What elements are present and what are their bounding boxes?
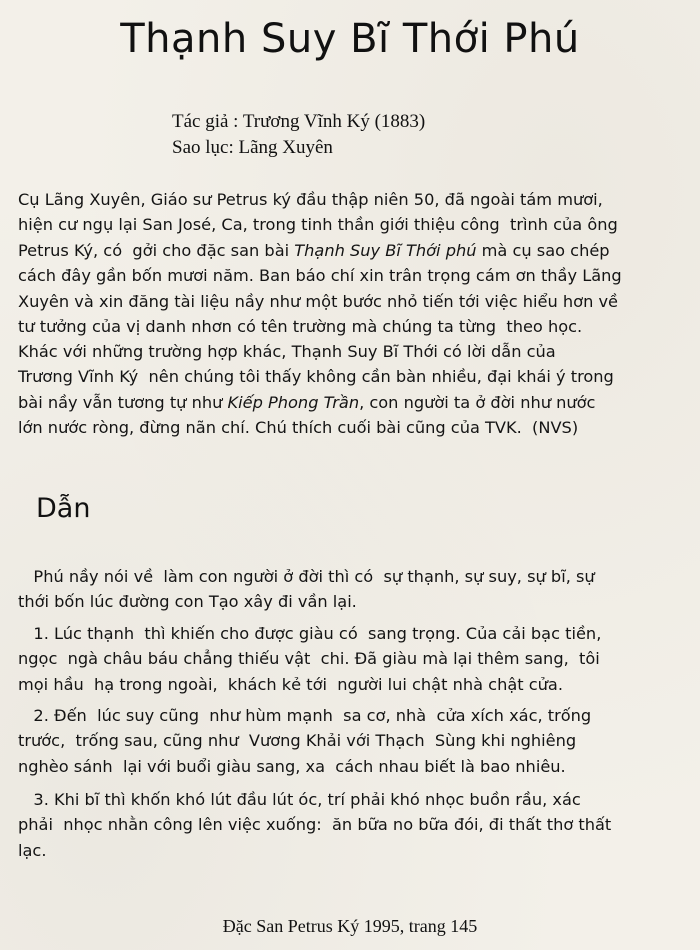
- italic-title: Thạnh Suy Bĩ Thới phú: [294, 240, 477, 260]
- text-line: [18, 238, 684, 263]
- text-line: 1. Lúc thạnh thì khiến cho được giàu có sang trọng. Của cải bạc tiền,: [18, 624, 602, 643]
- text-line: 2. Đến lúc suy cũng như hùm mạnh sa cơ, nhà cửa xích xác, trống: [18, 706, 592, 725]
- text-line: 3. Khi bĩ thì khốn khó lút đầu lút óc, trí phải khó nhọc buồn rầu, xác: [18, 790, 581, 809]
- section-paragraph-2: [18, 703, 684, 779]
- text-line: phải nhọc nhằn công lên việc xuống: ăn bữa no bữa đói, đi thất thơ thất: [18, 815, 612, 835]
- text-line: nghèo sánh lại với buổi giàu sang, xa cách nhau biết là bao nhiêu.: [18, 756, 566, 776]
- text-line: thới bốn lúc đường con Tạo xây đi vần lại.: [18, 592, 357, 612]
- text-line: Cụ Lãng Xuyên, Giáo sư Petrus ký đầu thập niên 50, đã ngoài tám mươi,: [18, 190, 603, 209]
- text-segment: mà cụ sao chép: [476, 240, 610, 260]
- text-line: Trương Vĩnh Ký nên chúng tôi thấy không cần bàn nhiều, đại khái ý trong: [18, 367, 614, 387]
- text-line: hiện cư ngụ lại San José, Ca, trong tinh thần giới thiệu công trình của ông: [18, 215, 618, 235]
- section-paragraph-intro: [18, 564, 684, 615]
- intro-paragraph-1: [18, 187, 684, 339]
- text-segment: , con người ta ở đời như nước: [359, 392, 596, 412]
- text-line: Phú nầy nói về làm con người ở đời thì có sự thạnh, sự suy, sự bĩ, sự: [18, 567, 595, 586]
- italic-title: Kiếp Phong Trần: [227, 392, 360, 412]
- text-line: ngọc ngà châu báu chẳng thiếu vật chi. Đã giàu mà lại thêm sang, tôi: [18, 649, 600, 669]
- page-footer: Đặc San Petrus Ký 1995, trang 145: [222, 916, 478, 936]
- document-title: Thạnh Suy Bĩ Thới Phú: [120, 16, 580, 62]
- text-segment: bài nầy vẫn tương tự như: [18, 392, 228, 412]
- copier-line: Sao lục: Lãng Xuyên: [172, 137, 333, 158]
- section-paragraph-1: [18, 621, 684, 697]
- intro-paragraph-2: [18, 339, 684, 441]
- text-line: Khác với những trường hợp khác, Thạnh Suy Bĩ Thới có lời dẫn của: [18, 342, 556, 361]
- section-paragraph-3: [18, 787, 684, 863]
- text-line: [18, 390, 684, 415]
- author-line: Tác giả : Trương Vĩnh Ký (1883): [172, 111, 426, 132]
- text-line: tư tưởng của vị danh nhơn có tên trường mà chúng ta từng theo học.: [18, 317, 583, 337]
- text-line: cách đây gần bốn mươi năm. Ban báo chí xin trân trọng cám ơn thầy Lãng: [18, 266, 622, 286]
- section-heading: Dẫn: [36, 493, 91, 524]
- text-line: mọi hầu hạ trong ngoài, khách kẻ tới người lui chật nhà chật cửa.: [18, 674, 563, 694]
- text-line: lạc.: [18, 840, 47, 860]
- text-line: lớn nước ròng, đừng nãn chí. Chú thích cuối bài cũng của TVK. (NVS): [18, 418, 579, 438]
- text-segment: Petrus Ký, có gởi cho đặc san bài: [18, 240, 295, 260]
- text-line: Xuyên và xin đăng tài liệu nầy như một bước nhỏ tiến tới việc hiểu hơn về: [18, 291, 619, 311]
- text-line: trước, trống sau, cũng như Vương Khải với Thạch Sùng khi nghiêng: [18, 731, 577, 751]
